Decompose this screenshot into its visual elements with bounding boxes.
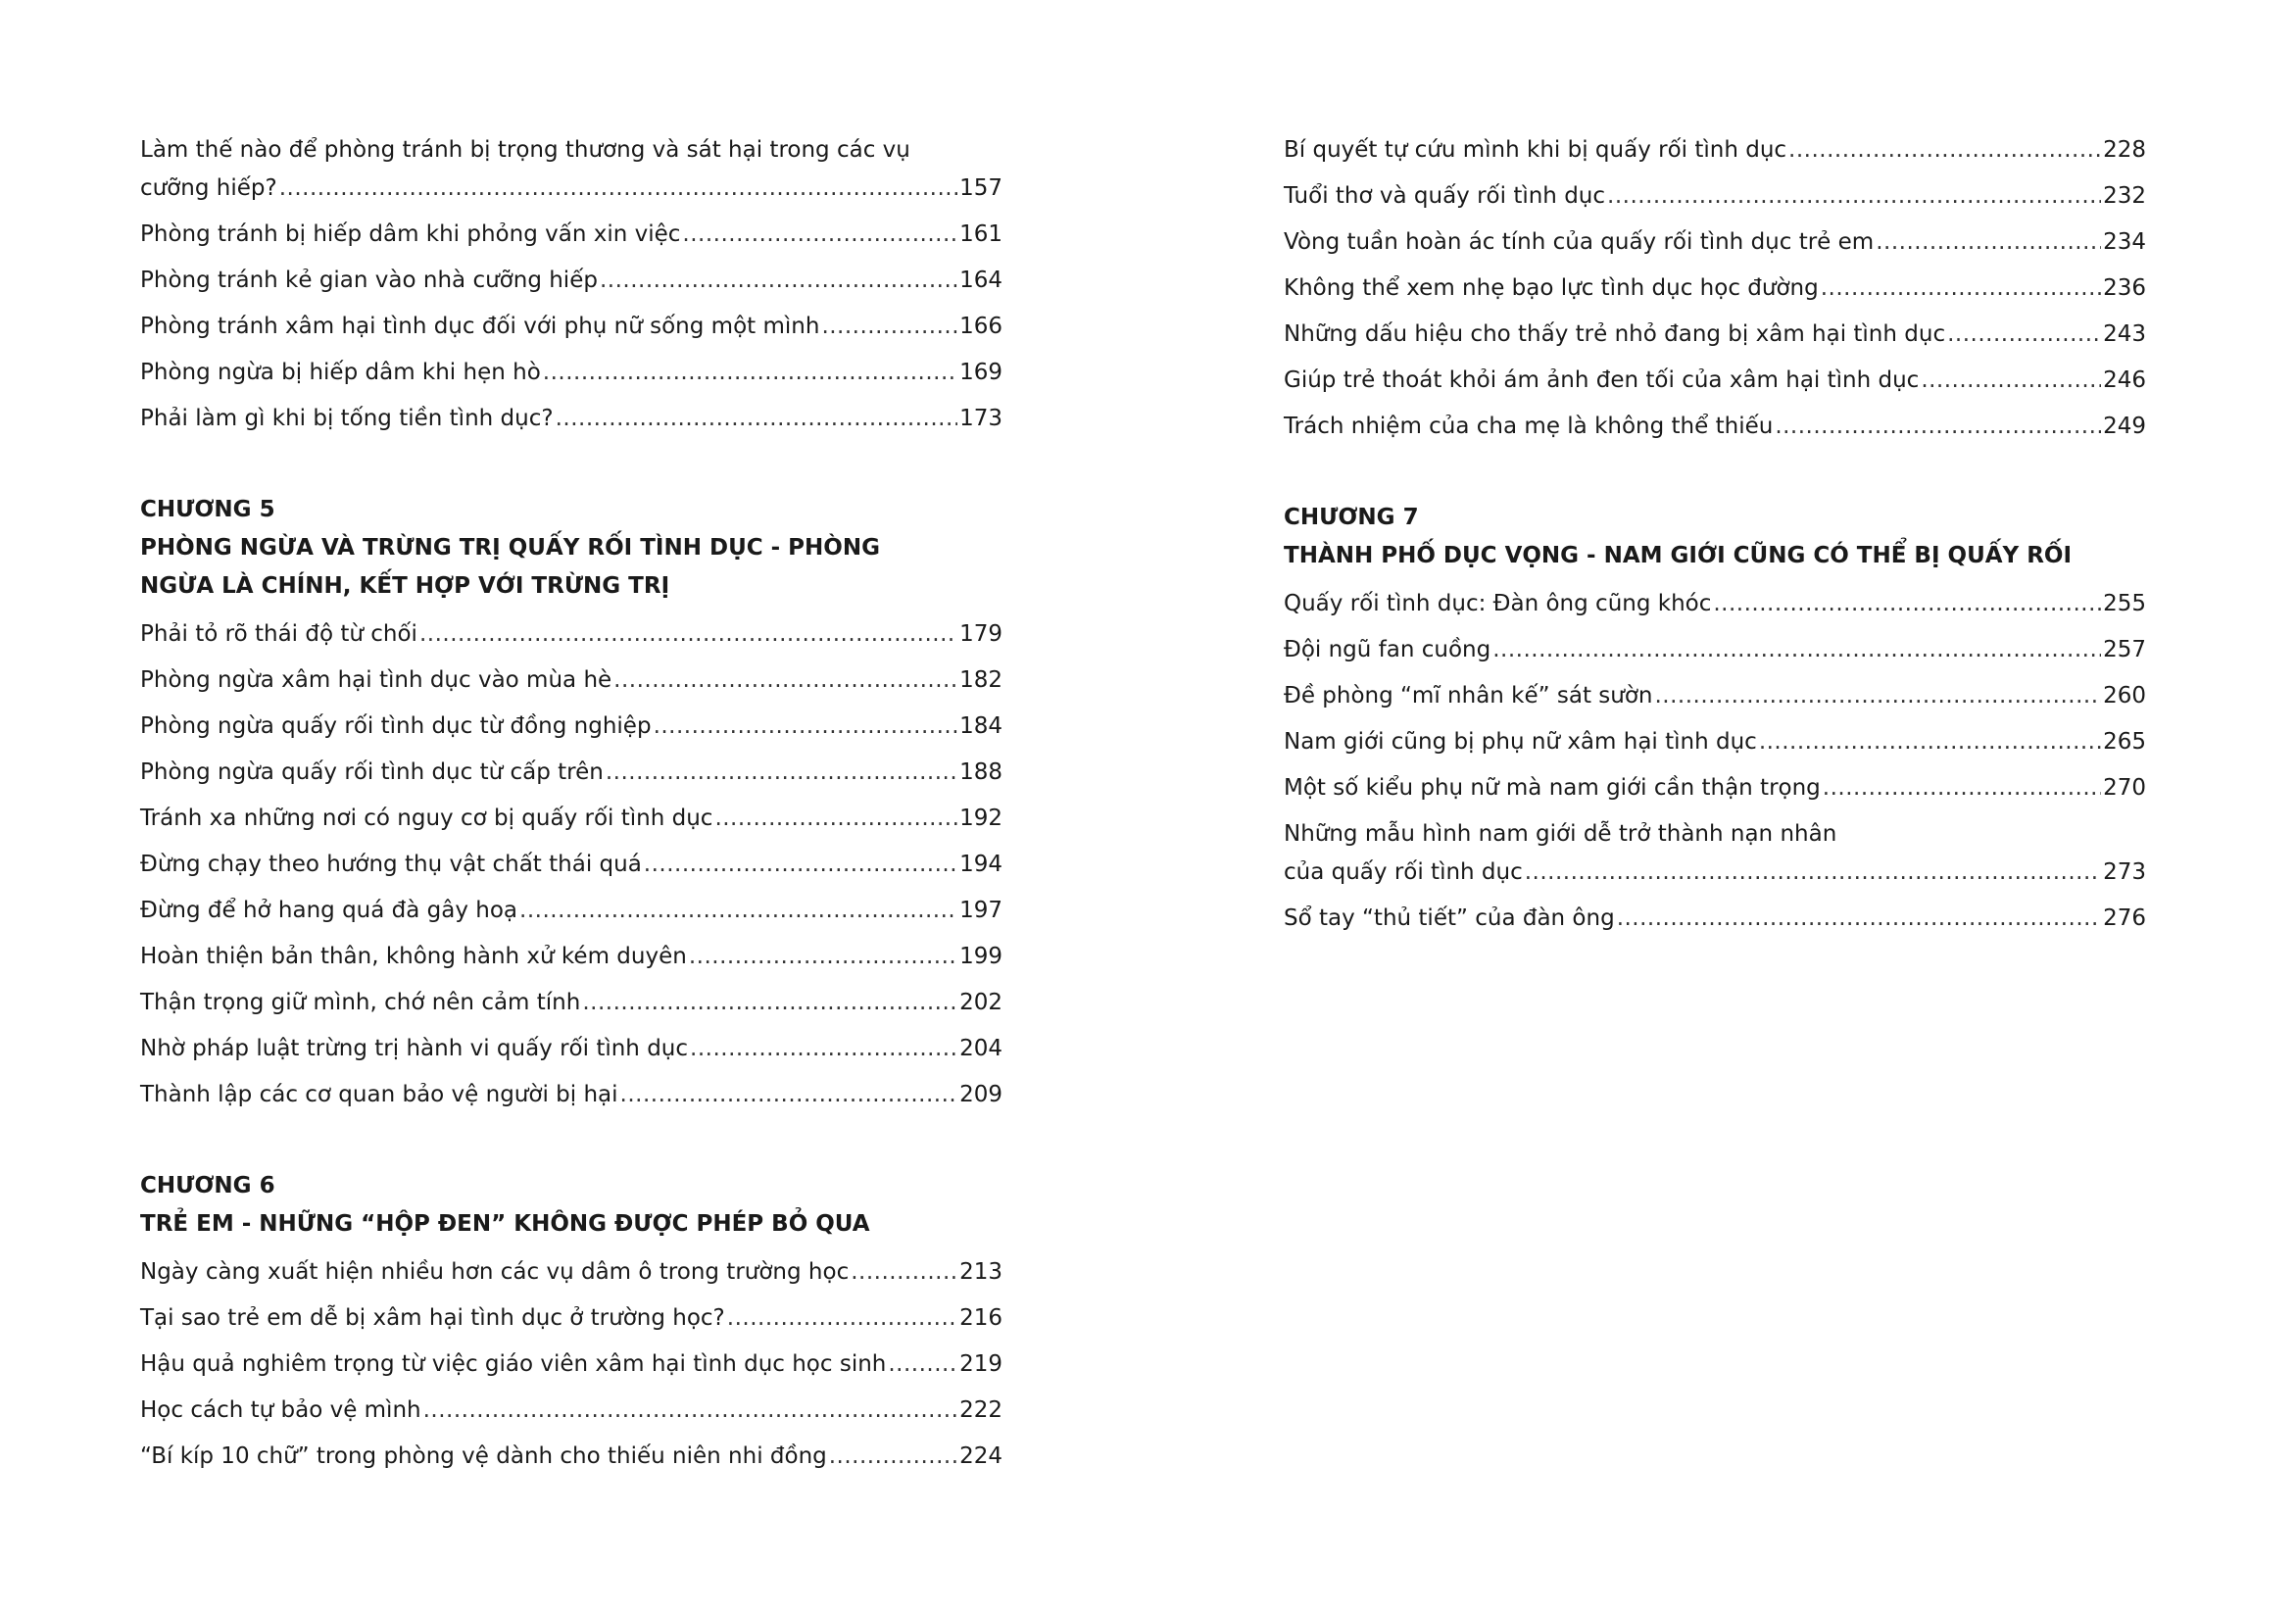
toc-entry-page: 265 [2103,729,2146,755]
toc-entry-title: cưỡng hiếp? [140,175,277,201]
dot-leader [1759,723,2101,761]
toc-entry-page: 224 [959,1443,1002,1469]
toc-left-column [140,131,1002,1484]
toc-entry-title: Hậu quả nghiêm trọng từ việc giáo viên xâm hại tình dục học sinh [140,1351,887,1377]
toc-entry-title: Tại sao trẻ em dễ bị xâm hại tình dục ở trường học? [140,1305,725,1331]
toc-entry-page: 199 [959,944,1002,969]
dot-leader [1607,177,2101,216]
toc-entry-title: Tránh xa những nơi có nguy cơ bị quấy rối tình dục [140,806,713,831]
toc-entry[interactable] [140,308,1002,346]
toc-entry-title: Phải tỏ rõ thái độ từ chối [140,621,417,647]
toc-entry-title: Phòng tránh kẻ gian vào nhà cưỡng hiếp [140,268,598,293]
dot-leader [543,354,957,392]
toc-entry-title: Phòng tránh xâm hại tình dục đối với phụ nữ sống một mình [140,314,820,339]
toc-entry[interactable] [140,615,1002,654]
toc-entry-title: Ngày càng xuất hiện nhiều hơn các vụ dâm ô trong trường học [140,1259,850,1285]
toc-entry-title: Sổ tay “thủ tiết” của đàn ông [1284,905,1615,931]
toc-entry-page: 188 [959,759,1002,785]
dot-leader [1617,900,2101,938]
chapter-6-heading [140,1167,1002,1244]
toc-entry-title: Giúp trẻ thoát khỏi ám ảnh đen tối của xâm hại tình dục [1284,367,1920,393]
dot-leader [519,892,957,930]
toc-entry-title: Học cách tự bảo vệ mình [140,1397,421,1423]
toc-entry-title-line1: Những mẫu hình nam giới dễ trở thành nạn nhân [1284,821,1837,847]
toc-entry-page: 246 [2103,367,2146,393]
chapter-7-heading [1284,499,2146,575]
toc-entry[interactable] [140,661,1002,700]
toc-entry-page: 234 [2103,229,2146,255]
toc-entry[interactable] [140,1076,1002,1114]
toc-entry-page: 202 [959,990,1002,1015]
toc-entry-title: Phải làm gì khi bị tống tiền tình dục? [140,406,554,431]
toc-entry-page: 173 [959,406,1002,431]
chapter-title: TRẺ EM - NHỮNG “HỘP ĐEN” KHÔNG ĐƯỢC PHÉP BỎ QUA [140,1211,870,1237]
toc-entry-page: 213 [959,1259,1002,1285]
toc-entry-page: 260 [2103,683,2146,709]
toc-entry-page: 184 [959,713,1002,739]
dot-leader [423,1392,957,1430]
toc-entry[interactable] [1284,585,2146,623]
toc-entry-title: Đội ngũ fan cuồng [1284,637,1491,662]
chapter-label: CHƯƠNG 6 [140,1173,275,1198]
toc-entry[interactable] [140,1253,1002,1292]
dot-leader [1823,769,2101,807]
dot-leader [829,1438,957,1476]
toc-entry-page: 232 [2103,183,2146,209]
toc-entry-title: Đừng chạy theo hướng thụ vật chất thái quá [140,852,642,877]
toc-entry-page: 243 [2103,321,2146,347]
dot-leader [1713,585,2101,623]
chapter-5-entries [140,615,1002,1114]
toc-entry-page: 179 [959,621,1002,647]
toc-entry[interactable] [1284,316,2146,354]
dot-leader [714,800,957,838]
toc-entry-title: Quấy rối tình dục: Đàn ông cũng khóc [1284,591,1712,616]
toc-entry-title: Vòng tuần hoàn ác tính của quấy rối tình dục trẻ em [1284,229,1875,255]
chapter-label: CHƯƠNG 5 [140,497,275,522]
chapter-6-entries [140,1253,1002,1476]
dot-leader [1876,223,2101,262]
chapter-title: PHÒNG NGỪA VÀ TRỪNG TRỊ QUẤY RỐI TÌNH DỤC - PHÒNG NGỪA LÀ CHÍNH, KẾT HỢP VỚI TRỪNG TRỊ [140,535,880,599]
toc-entry-title: Phòng ngừa quấy rối tình dục từ đồng nghiệp [140,713,652,739]
chapter-title: THÀNH PHỐ DỤC VỌNG - NAM GIỚI CŨNG CÓ THỂ BỊ QUẤY RỐI [1284,543,2073,568]
toc-entry-title-line1: Làm thế nào để phòng tránh bị trọng thương và sát hại trong các vụ [140,137,910,163]
toc-entry-title: Không thể xem nhẹ bạo lực tình dục học đường [1284,275,1819,301]
toc-entry[interactable] [1284,131,2146,170]
chapter-7-entries [1284,585,2146,938]
dot-leader [690,1030,957,1068]
toc-entry[interactable] [140,354,1002,392]
dot-leader [556,400,958,438]
dot-leader [888,1345,957,1384]
toc-entry-title: Những dấu hiệu cho thấy trẻ nhỏ đang bị xâm hại tình dục [1284,321,1946,347]
toc-entries-top-right [1284,131,2146,446]
dot-leader [1492,631,2101,669]
dot-leader [613,661,957,700]
toc-entry-page: 216 [959,1305,1002,1331]
toc-entry[interactable] [140,754,1002,792]
toc-entry-page: 273 [2103,859,2146,885]
toc-entry[interactable] [140,400,1002,438]
toc-entry-title: Nhờ pháp luật trừng trị hành vi quấy rối tình dục [140,1036,689,1061]
toc-entry[interactable] [140,984,1002,1022]
toc-entry-page: 192 [959,806,1002,831]
toc-entry[interactable] [140,1345,1002,1384]
toc-entry[interactable] [140,708,1002,746]
toc-entries-top-left [140,131,1002,438]
toc-entry[interactable] [140,262,1002,300]
toc-entry[interactable] [140,800,1002,838]
toc-entry[interactable] [1284,362,2146,400]
toc-entry-title: Phòng ngừa xâm hại tình dục vào mùa hè [140,667,612,693]
toc-entry[interactable] [1284,408,2146,446]
toc-entry[interactable] [140,1299,1002,1338]
toc-entry-page: 182 [959,667,1002,693]
toc-entry-title: Thành lập các cơ quan bảo vệ người bị hại [140,1082,618,1107]
dot-leader [727,1299,957,1338]
dot-leader [689,938,957,976]
dot-leader [1947,316,2101,354]
toc-entry[interactable] [1284,815,2146,892]
chapter-5-heading [140,491,1002,606]
toc-entry-title: Thận trọng giữ mình, chớ nên cảm tính [140,990,581,1015]
toc-entry-title: Đề phòng “mĩ nhân kế” sát sườn [1284,683,1653,709]
toc-entry-title: Phòng tránh bị hiếp dâm khi phỏng vấn xin việc [140,221,681,247]
toc-entry-title: Nam giới cũng bị phụ nữ xâm hại tình dục [1284,729,1757,755]
toc-entry-page: 255 [2103,591,2146,616]
dot-leader [1821,269,2101,308]
toc-entry-page: 270 [2103,775,2146,801]
toc-entry-title: Phòng ngừa bị hiếp dâm khi hẹn hò [140,360,541,385]
dot-leader [419,615,957,654]
toc-entry[interactable] [140,892,1002,930]
toc-entry-page: 249 [2103,414,2146,439]
toc-entry-page: 169 [959,360,1002,385]
toc-entry[interactable] [140,938,1002,976]
dot-leader [1775,408,2101,446]
toc-entry-title: Trách nhiệm của cha mẹ là không thể thiếu [1284,414,1774,439]
toc-entry-title: Một số kiểu phụ nữ mà nam giới cần thận trọng [1284,775,1821,801]
chapter-label: CHƯƠNG 7 [1284,505,1419,530]
dot-leader [1655,677,2102,715]
toc-entry-title: Đừng để hở hang quá đà gây hoạ [140,898,518,923]
toc-entry-title: Hoàn thiện bản thân, không hành xử kém duyên [140,944,687,969]
dot-leader [600,262,957,300]
dot-leader [644,846,957,884]
toc-right-column [1284,131,2146,946]
dot-leader [279,170,957,208]
toc-entry-page: 222 [959,1397,1002,1423]
toc-entry-page: 164 [959,268,1002,293]
toc-entry[interactable] [1284,223,2146,262]
toc-entry-page: 194 [959,852,1002,877]
toc-entry-page: 257 [2103,637,2146,662]
toc-entry[interactable] [140,846,1002,884]
toc-entry[interactable] [1284,269,2146,308]
dot-leader [582,984,957,1022]
toc-entry-page: 204 [959,1036,1002,1061]
toc-entry-page: 197 [959,898,1002,923]
toc-entry[interactable] [140,1030,1002,1068]
dot-leader [1921,362,2101,400]
toc-entry-title: “Bí kíp 10 chữ” trong phòng vệ dành cho thiếu niên nhi đồng [140,1443,827,1469]
toc-entry[interactable] [1284,631,2146,669]
toc-entry[interactable] [1284,177,2146,216]
toc-entry-title: Bí quyết tự cứu mình khi bị quấy rối tình dục [1284,137,1787,163]
toc-entry-page: 166 [959,314,1002,339]
toc-entry[interactable] [140,1438,1002,1476]
dot-leader [606,754,957,792]
toc-entry[interactable] [140,216,1002,254]
dot-leader [620,1076,958,1114]
dot-leader [654,708,958,746]
toc-entry-page: 161 [959,221,1002,247]
dot-leader [1788,131,2101,170]
toc-entry[interactable] [1284,677,2146,715]
toc-entry[interactable] [140,1392,1002,1430]
toc-entry-page: 228 [2103,137,2146,163]
toc-entry-page: 276 [2103,905,2146,931]
toc-entry-page: 219 [959,1351,1002,1377]
toc-entry[interactable] [1284,723,2146,761]
dot-leader [851,1253,957,1292]
toc-entry-page: 236 [2103,275,2146,301]
toc-entry[interactable] [1284,769,2146,807]
dot-leader [1525,854,2101,892]
toc-entry-title: Tuổi thơ và quấy rối tình dục [1284,183,1606,209]
toc-entry-title: Phòng ngừa quấy rối tình dục từ cấp trên [140,759,604,785]
toc-entry-page: 209 [959,1082,1002,1107]
dot-leader [682,216,957,254]
toc-entry-page: 157 [959,175,1002,201]
toc-entry-title: của quấy rối tình dục [1284,859,1523,885]
toc-entry[interactable] [1284,900,2146,938]
dot-leader [821,308,957,346]
toc-entry[interactable] [140,131,1002,208]
